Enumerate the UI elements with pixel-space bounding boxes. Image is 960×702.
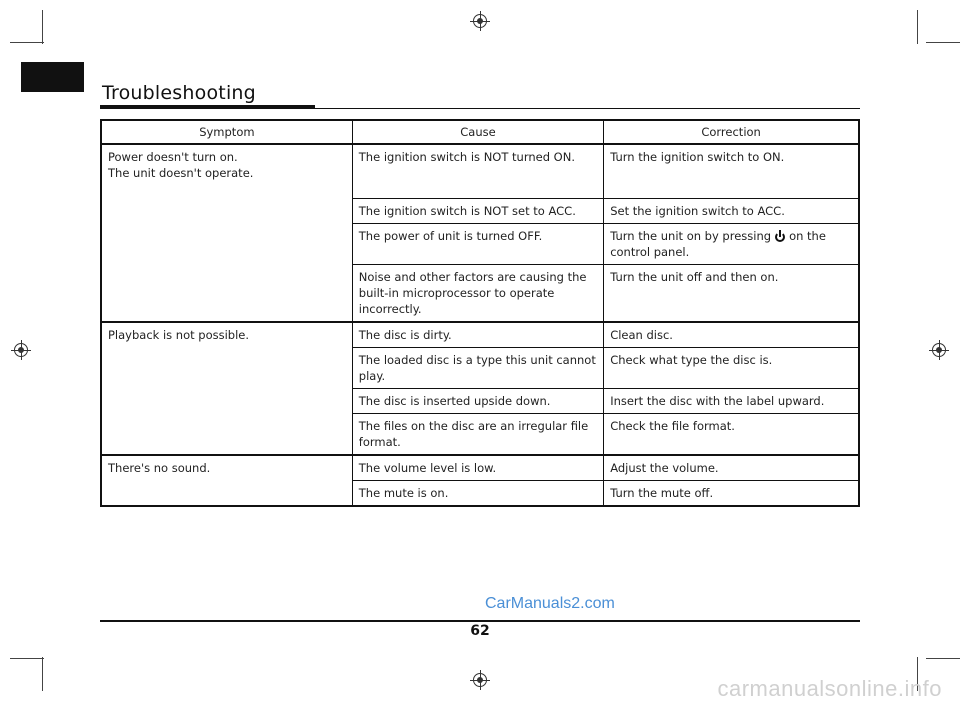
registration-mark-icon — [932, 343, 946, 357]
symptom-cell: Playback is not possible. — [101, 322, 352, 455]
correction-cell — [604, 224, 859, 265]
cause-cell: The loaded disc is a type this unit cannot play. — [352, 348, 603, 389]
symptom-cell: There's no sound. — [101, 455, 352, 506]
cause-cell: The volume level is low. — [352, 455, 603, 481]
table-row — [101, 144, 859, 199]
registration-mark-icon — [473, 673, 487, 687]
table-row — [101, 322, 859, 348]
header-cause: Cause — [352, 120, 603, 144]
power-icon — [775, 232, 785, 242]
correction-cell: Set the ignition switch to ACC. — [604, 199, 859, 224]
correction-cell: Check the file format. — [604, 414, 859, 456]
page-title: Troubleshooting — [102, 82, 256, 104]
correction-cell: Turn the unit off and then on. — [604, 265, 859, 323]
chapter-tab — [21, 62, 84, 92]
troubleshooting-table — [100, 119, 860, 507]
registration-mark-icon — [473, 14, 487, 28]
correction-cell: Adjust the volume. — [604, 455, 859, 481]
correction-text: on the control panel. — [610, 229, 826, 259]
watermark-link[interactable]: CarManuals2.com — [485, 595, 615, 612]
header-correction: Correction — [604, 120, 859, 144]
page-number: 62 — [470, 623, 490, 639]
cause-cell: The disc is dirty. — [352, 322, 603, 348]
table-header-row — [101, 120, 859, 144]
cause-cell: Noise and other factors are causing the built-in microprocessor to operate incorrectly. — [352, 265, 603, 323]
crop-mark — [42, 10, 43, 44]
footer-rule — [100, 620, 860, 622]
registration-mark-icon — [14, 343, 28, 357]
correction-cell: Clean disc. — [604, 322, 859, 348]
title-rule-thin — [100, 108, 860, 109]
crop-mark — [926, 42, 960, 43]
crop-mark — [917, 10, 918, 44]
crop-mark — [926, 658, 960, 659]
crop-mark — [42, 657, 43, 691]
symptom-cell: Power doesn't turn on. The unit doesn't operate. — [101, 144, 352, 322]
cause-cell: The files on the disc are an irregular file format. — [352, 414, 603, 456]
correction-cell: Check what type the disc is. — [604, 348, 859, 389]
cause-cell: The power of unit is turned OFF. — [352, 224, 603, 265]
cause-cell: The ignition switch is NOT turned ON. — [352, 144, 603, 199]
table-row — [101, 455, 859, 481]
cause-cell: The mute is on. — [352, 481, 603, 507]
correction-cell: Insert the disc with the label upward. — [604, 389, 859, 414]
header-symptom: Symptom — [101, 120, 352, 144]
correction-cell: Turn the ignition switch to ON. — [604, 144, 859, 199]
crop-mark — [10, 658, 44, 659]
crop-mark — [10, 42, 44, 43]
cause-cell: The ignition switch is NOT set to ACC. — [352, 199, 603, 224]
cause-cell: The disc is inserted upside down. — [352, 389, 603, 414]
correction-cell: Turn the mute off. — [604, 481, 859, 507]
site-watermark: carmanualsonline.info — [717, 676, 942, 701]
correction-text: Turn the unit on by pressing — [610, 229, 772, 243]
